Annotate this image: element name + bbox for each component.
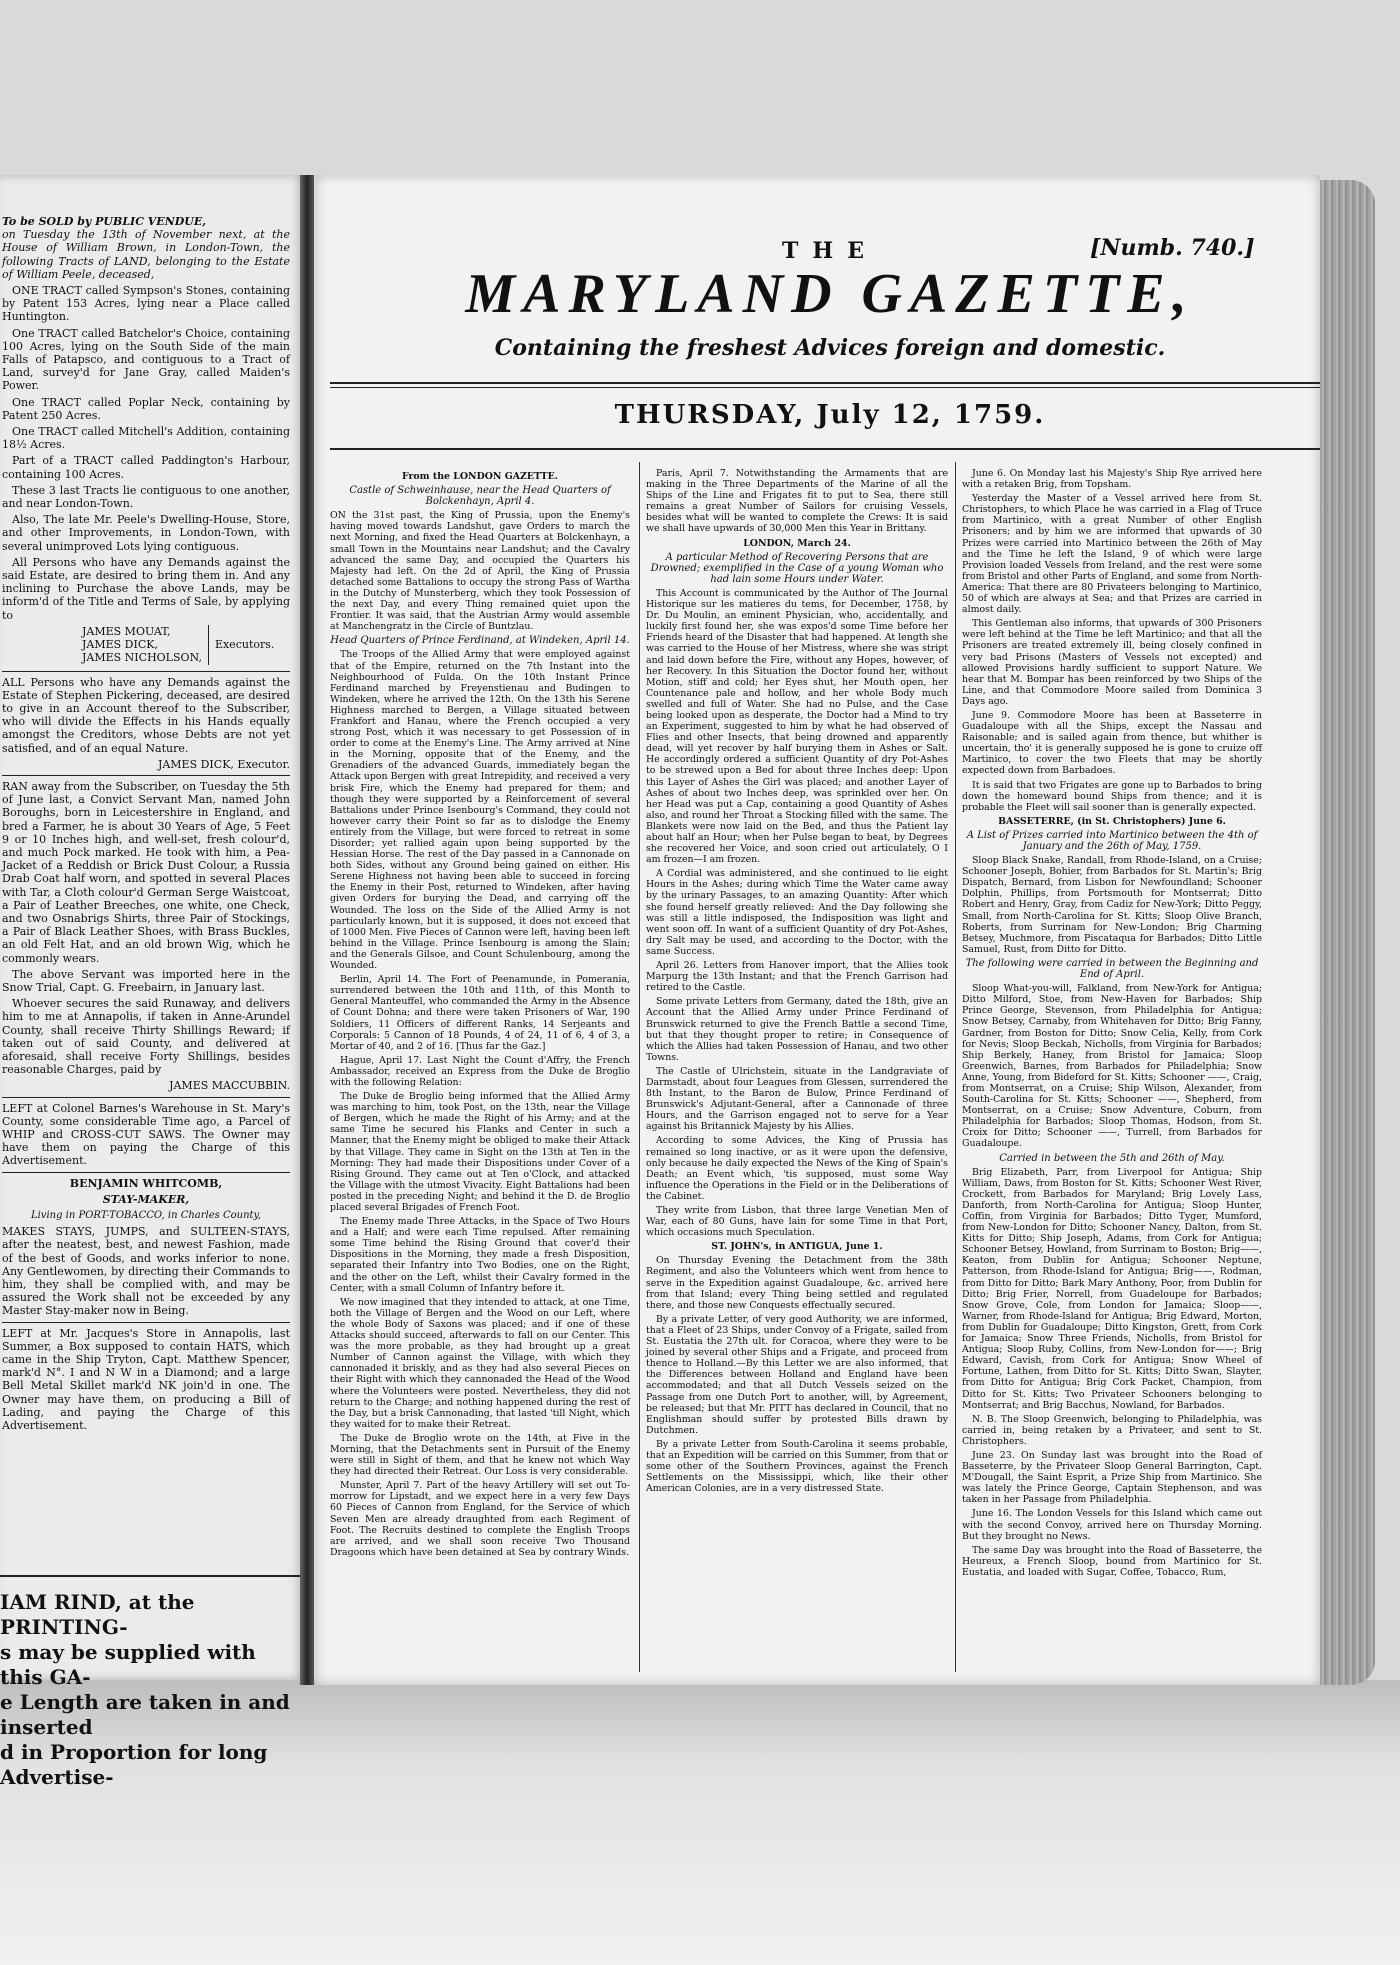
dateline: THURSDAY, July 12, 1759.: [614, 400, 1046, 430]
article-paragraph: Berlin, April 14. The Fort of Peenamunde, in Pomerania, surrendered between the 10th and 11th, of this Month to General Manteuffel, who commanded the Army in the Absence of Count Dohna; and there were taken Prisoners of War, 190 Soldiers, 11 Officers of different Ranks, 14 Serjeants and Corporals: 5 Cannon of 18 Pounds, 4 of 24, 11 of 6, 4 of 3, a Mortar of 40, and 2 of 16. [Thus far the Gaz.]: [330, 974, 630, 1052]
prize-list: Sloop What-you-will, Falkland, from New-York for Antigua; Ditto Milford, Stoe, from New-Haven for Barbados; Ship Prince George, Stevenson, from Philadelphia for Antigua; Snow Betsey, Carnaby, from Whitehaven for Ditto; Brig Fanny, Gardner, from Boston for Ditto; Snow Celia, Kelly, from Cork for Nevis; Sloop Beckah, Nicholls, from Virginia for Barbados; Ship Berkely, Haney, from Bristol for Jamaica; Sloop Greenwich, Barnes, from Barbados for Philadelphia; Snow Anne, Young, from Bideford for St. Kitts; Schooner ——, Craig, from Montserrat, on a Cruise; Ship Wilson, Alexander, from South-Carolina for St. Kitts; Schooner ——, Shepherd, from Montserrat, on a Cruise; Snow Adventure, Coburn, from Philadelphia for Barbados; Sloop Thomas, Hodson, from St. Croix for Ditto; Schooner ——, Turrell, from Barbados for Guadaloupe.: [962, 983, 1262, 1150]
divider: [2, 775, 290, 776]
staymaker-ad: MAKES STAYS, JUMPS, and SULTEEN-STAYS, after the neatest, best, and newest Fashion, made of the best of Goods, and works inferior to none. Any Gentlewomen, by directing their Commands to him, they shall be complied with, and may be assured the Work shall not be exceeded by any Master Stay-maker now in Being.: [2, 1225, 290, 1318]
dateline-place: Head Quarters of Prince Ferdinand, at Windeken, April 14.: [330, 635, 630, 647]
book-spine: [300, 175, 314, 1685]
article-paragraph: We now imagined that they intended to attack, at one Time, both the Village of Bergen and the Wood on our Left, where the whole Body of Saxons was placed; and if one of these Attacks should succeed, afterwards to fall on our Center. This was the more probable, as they had brought up a great Number of Cannon against the Village, with which they cannonaded it briskly, and as they had also several Pieces on their Right with which they cannonaded the Head of the Wood where the Volunteers were posted. Nevertheless, they did not return to the Charge; and nothing happened during the rest of the Day, but a brisk Cannonading, that lasted 'till Night, which they waited for to make their Retreat.: [330, 1296, 630, 1430]
vendue-demands: All Persons who have any Demands against the said Estate, are desired to bring them in. And any inclining to Purchase the above Lands, may be inform'd of the Title and Terms of Sale, by applying to: [2, 555, 290, 622]
vendue-tract-4: One TRACT called Mitchell's Addition, containing 18½ Acres.: [2, 425, 290, 452]
saws-notice: LEFT at Colonel Barnes's Warehouse in St. Mary's County, some considerable Time ago, a Parcel of WHIP and CROSS-CUT SAWS. The Owner may have them on paying the Charge of this Advertisement.: [2, 1101, 290, 1168]
vendue-tract-1: ONE TRACT called Sympson's Stones, containing by Patent 153 Acres, lying near a Place called Huntington.: [2, 284, 290, 324]
news-column-3: [962, 468, 1262, 1581]
news-column-1: [330, 468, 630, 1561]
article-paragraph: By a private Letter from South-Carolina it seems probable, that an Expedition will be carried on this Summer, from that or some other of the Southern Provinces, against the French Settlements on the Mississippi, which, like their other American Colonies, are in a very distressed State.: [646, 1438, 948, 1495]
divider: [0, 1575, 300, 1577]
dateline-rule: [330, 448, 1320, 450]
article-paragraph: N. B. The Sloop Greenwich, belonging to Philadelphia, was carried in, being retaken by a Privateer, and sent to St. Christophers.: [962, 1413, 1262, 1447]
london-heading: LONDON, March 24.: [743, 537, 851, 549]
vendue-tract-3: One TRACT called Poplar Neck, containing by Patent 250 Acres.: [2, 395, 290, 422]
article-paragraph: The Troops of the Allied Army that were employed against that of the Empire, returned on the 7th Instant into the Neighbourhood of Fulda. On the 10th Instant Prince Ferdinand marched by Freyenstienau and Budingen to Windeken, where he arrived the 12th. On the 13th his Serene Highness marched to Bergen, a Village situated between Frankfort and Hanau, where the French occupied a very strong Post, which it was necessary to get Possession of in order to come at the Enemy's Line. The Army arrived at Nine in the Morning, opposite that of the Enemy, and the Grenadiers of the advanced Guards, immediately began the Attack upon Bergen with great Intrepidity, and received a very brisk Fire, which the Enemy had prepared for them; and though they were supported by a Reinforcement of several Battalions under Prince Isenbourg's Command, they could not however carry their Point so far as to dislodge the Enemy entirely from the Village, but were forced to retreat in some Disorder; yet rallied again upon being supported by the Hessian Horse. The rest of the Day passed in a Cannonade on both Sides, without any Ground being gained on either. His Serene Highness not having been able to succeed in forcing the Enemy in their Post, returned to Windeken, after having given Orders for burying the Dead, and carrying off the Wounded. The loss on the Side of the Allied Army is not particularly known, but it is supposed, it does not exceed that of 1000 Men. Five Pieces of Cannon were left, having been left behind in the Village. Prince Isenbourg is among the Slain; and the Generals Gilsoe, and Count Schulenbourg, among the Wounded.: [330, 649, 630, 972]
article-paragraph: June 6. On Monday last his Majesty's Ship Rye arrived here with a retaken Brig, from Topsham.: [962, 468, 1262, 491]
article-paragraph: ON the 31st past, the King of Prussia, upon the Enemy's having moved towards Landshut, gave Orders to march the next Morning, and fixed the Head Quarters at Bolckenhayn, a small Town in the Mountains near Landshut; and the Cavalry advanced the same Day, and occupied the Quarters his Majesty had left. On the 2d of April, the King of Prussia detached some Battalions to occupy the strong Pass of Wartha in the Dutchy of Munsterberg, which they took Possession of the next Day, and every Thing remained quiet upon the Frontier. It was said, that the Austrian Army would assemble at Manchengratz in the Circle of Buntzlau.: [330, 510, 630, 633]
pickering-notice: ALL Persons who have any Demands against the Estate of Stephen Pickering, deceased, are desired to give in an Account thereof to the Subscriber, who will divide the Effects in his Hands equally amongst the Creditors, whose Debts are not yet satisfied, and of an equal Nature.: [2, 675, 290, 755]
source-heading: From the LONDON GAZETTE.: [402, 471, 558, 482]
article-paragraph: They write from Lisbon, that three large Venetian Men of War, each of 80 Guns, have lain for some Time in that Port, which occasions much Speculation.: [646, 1205, 948, 1239]
masthead-title: MARYLAND GAZETTE,: [465, 263, 1195, 325]
executor-name: JAMES DICK,: [82, 638, 158, 652]
pickering-signature: JAMES DICK, Executor.: [157, 757, 290, 771]
printer-line: IAM RIND, at the PRINTING-: [0, 1590, 195, 1639]
divider: [2, 1322, 290, 1323]
prize-list: Sloop Black Snake, Randall, from Rhode-Island, on a Cruise; Schooner Joseph, Bohier, from Barbados for St. Martin's; Brig Dispatch, Bernard, from Lisbon for Newfoundland; Schooner Dolphin, Phillips, from Portsmouth for Montserrat; Ditto Robert and Henry, Gray, from Cadiz for New-York; Ditto Peggy, Small, from North-Carolina for St. Kitts; Sloop Olive Branch, Roberts, from Surrinam for New-London; Brig Charming Betsey, Muchmore, from Piscataqua for Barbados; Ditto Little Samuel, Rust, from Ditto for Ditto.: [962, 855, 1262, 955]
runaway-import: The above Servant was imported here in the Snow Trial, Capt. G. Freebairn, in January last.: [2, 967, 290, 994]
article-paragraph: A Cordial was administered, and she continued to lie eight Hours in the Ashes; during which Time the Water came away by the urinary Passages, to an amazing Quantity: After which she found herself greatly relieved: And the Day following she was still a little indisposed, the Indisposition was light and went soon off. In want of a sufficient Quantity of dry Pot-Ashes, dry Salt may be used, and according to the Doctor, with the same Success.: [646, 868, 948, 957]
vendue-title: To be SOLD by PUBLIC VENDUE,: [2, 215, 207, 228]
prize-list-subtitle: Carried in between the 5th and 26th of May.: [999, 1152, 1225, 1164]
prize-list: Brig Elizabeth, Parr, from Liverpool for Antigua; Ship William, Daws, from Boston for St. Kitts; Schooner West River, Crockett, from Barbados for Maryland; Brig Lovely Lass, Danforth, from North-Carolina for Antigua; Sloop Hunter, Coffin, from Virginia for Barbados; Ditto Tyger, Mumford, from New-London for Ditto; Schooner Nancy, Dalton, from St. Kitts for Ditto; Ship Joseph, Adams, from Cork for Antigua; Schooner Betsey, Howland, from Surrinam to Boston; Brig——, Keaton, from Dublin for Antigua; Schooner Neptune, Patterson, from Rhode-Island for Antigua; Brig——, Rodman, from Ditto for Ditto; Bark Mary Anthony, Poor, from Dublin for Ditto; Brig Frier, Norrell, from Guadeloupe for Barbados; Snow Grove, Cole, from London for Jamaica; Sloop——, Warner, from Rhode-Island for Antigua; Brig Edward, Morton, from Dublin for Guadaloupe; Ditto Kingston, Grett, from Cork for Jamaica; Snow Three Friends, Nicholls, from Bristol for Antigua; Sloop Ruby, Collins, from New-London for——; Brig Edward, Cavish, from Cork for Antigua; Snow Wheel of Fortune, Lathen, from Ditto for St. Kitts; Ditto Swan, Slayter, from Ditto for Antigua; Brig Cork Packet, Champion, from Ditto for St. Kitts; Two Privateer Schooners belonging to Montserrat; and Brig Bacchus, Nowland, for Barbados.: [962, 1166, 1262, 1411]
printer-line: s may be supplied with this GA-: [0, 1640, 256, 1689]
antigua-heading: ST. JOHN's, in ANTIGUA, June 1.: [711, 1241, 883, 1253]
vendue-tract-2: One TRACT called Batchelor's Choice, containing 100 Acres, lying on the South Side of the main Falls of Patapsco, and contiguous to a Tract of Land, survey'd for Jane Gray, called Maiden's Power.: [2, 326, 290, 393]
column-rule: [639, 462, 640, 1672]
article-paragraph: By a private Letter, of very good Authority, we are informed, that a Fleet of 23 Ships, under Convoy of a Frigate, sailed from St. Eustatia the 27th ult. for Coracoa, where they were to be joined by several other Ships and a Frigate, and proceed from thence to Holland.—By this Letter we are also informed, that the Differences between Holland and England have been accommodated; and that all Dutch Vessels seized on the Passage from one Dutch Port to another, will, by Agreement, be released; but that Mr. PITT has declared in Council, that no Englishman should suffer by protested Bills drawn by Dutchmen.: [646, 1313, 948, 1436]
article-paragraph: The Enemy made Three Attacks, in the Space of Two Hours and a Half; and were each Time repulsed. After remaining some Time behind the Rising Ground that cover'd their Dispositions in the Morning, they made a fresh Disposition, separated their Infantry into Two Bodies, one on the Right, and the other on the Left, whilst their Cavalry formed in the Center, with a small Column of Infantry before it.: [330, 1216, 630, 1294]
masthead-the: THE: [782, 238, 878, 264]
article-paragraph: April 26. Letters from Hanover import, that the Allies took Marpurg the 13th Instant; and that the French Garrison had retired to the Castle.: [646, 960, 948, 994]
left-column: [2, 215, 290, 1435]
executors-label: Executors.: [214, 638, 275, 652]
runaway-reward: Whoever secures the said Runaway, and delivers him to me at Annapolis, if taken in Anne-Arundel County, shall receive Thirty Shillings Reward; if taken out of said County, and delivered at aforesaid, shall receive Forty Shillings, besides reasonable Charges, paid by: [2, 997, 290, 1077]
runaway-signature: JAMES MACCUBBIN.: [169, 1079, 290, 1093]
dateline-place: Castle of Schweinhause, near the Head Quarters of Bolckenhayn, April 4.: [349, 485, 611, 508]
article-paragraph: Hague, April 17. Last Night the Count d'Affry, the French Ambassador, received an Express from the Duke de Broglio with the following Relation:: [330, 1054, 630, 1088]
article-paragraph: Munster, April 7. Part of the heavy Artillery will set out To-morrow for Lipstadt, and we expect here in a very few Days 60 Pieces of Cannon from England, for the Service of which Seven Men are already draughted from each Regiment of Foot. The Recruits destined to complete the English Troops are arrived, and we shall soon receive Two Thousand Dragoons which have been detained at Sea by contrary Winds.: [330, 1480, 630, 1558]
article-paragraph: The Castle of Ulrichstein, situate in the Landgraviate of Darmstadt, about four Leagues from Glessen, surrendered the 8th Instant, to the Baron de Bulow, Prince Ferdinand of Brunswick's Adjutant-General, after a Cannonade of three Hours, and the Garrison engaged not to serve for a Year against his Britannick Majesty by his Allies.: [646, 1065, 948, 1133]
article-paragraph: June 23. On Sunday last was brought into the Road of Basseterre, by the Privateer Sloop General Barrington, Capt. M'Dougall, the Saint Esprit, a Prize Ship from Martinico. She was lately the Prince George, Captain Stephenson, and was taken in her Passage from Philadelphia.: [962, 1449, 1262, 1506]
executor-name: JAMES MOUAT,: [82, 624, 171, 638]
staymaker-title: STAY-MAKER,: [102, 1192, 190, 1206]
executors-block: [82, 625, 290, 665]
article-paragraph: Some private Letters from Germany, dated the 18th, give an Account that the Allied Army under Prince Ferdinand of Brunswick returned to give the French Battle a second Time, but that they thought proper to retire; in Consequence of which the Allies had taken Possession of Hanau, and two other Towns.: [646, 996, 948, 1063]
basseterre-heading: BASSETERRE, (in St. Christophers) June 6.: [998, 815, 1226, 827]
article-paragraph: Paris, April 7. Notwithstanding the Armaments that are making in the Three Departments of the Marine of all the Ships of the Line and Frigates fit to put to Sea, there still remains a great Number of Sailors for cruising Vessels, besides what will be wanted to complete the Crews: It is said we shall have upwards of 30,000 Men this Year in Brittany.: [646, 468, 948, 535]
printer-line: e Length are taken in and inserted: [0, 1690, 290, 1739]
article-subtitle: A particular Method of Recovering Persons that are Drowned; exemplified in the Case of a young Woman who had lain some Hours under Water.: [650, 551, 944, 585]
article-paragraph: The same Day was brought into the Road of Basseterre, the Heureux, a French Sloop, bound from Martinico for St. Eustatia, and loaded with Sugar, Coffee, Tobacco, Rum,: [962, 1544, 1262, 1578]
divider: [2, 1172, 290, 1173]
article-paragraph: This Gentleman also informs, that upwards of 300 Prisoners were left behind at the Time he left Martinico; and that all the Prisoners are treated extremely ill, being closely confined in very bad Prisons (Masters of Vessels not excepted) and allowed Provisions hardly sufficient to support Nature. We hear that M. Bompar has been reinforced by two Ships of the Line, and that Commodore Moore sailed from Dominica 3 Days ago.: [962, 618, 1262, 707]
executor-name: JAMES NICHOLSON,: [82, 651, 202, 665]
staymaker-location: Living in PORT-TOBACCO, in Charles County,: [30, 1210, 262, 1222]
prize-list-subtitle: The following were carried in between the Beginning and End of April.: [965, 957, 1259, 981]
news-column-2: [646, 468, 948, 1497]
issue-number: [Numb. 740.]: [1090, 235, 1255, 261]
vendue-tract-5: Part of a TRACT called Paddington's Harbour, containing 100 Acres.: [2, 454, 290, 481]
printer-line: d in Proportion for long Advertise-: [0, 1740, 268, 1789]
article-paragraph: June 9. Commodore Moore has been at Basseterre in Guadaloupe with all the Ships, except the Nassau and Raisonable; and is sailed again from thence, but whither is uncertain, tho' it is generally supposed he is gone to cruize off Martinico, to cover the two Fleets that may be shortly expected down from Barbadoes.: [962, 709, 1262, 777]
divider: [2, 1097, 290, 1098]
article-paragraph: The Duke de Broglio being informed that the Allied Army was marching to him, took Post, on the 13th, near the Village of Bergen, which he made the Right of his Army; and at the same Time he secured his Flanks and Center in such a Manner, that the Enemy might be obliged to make their Attack by that Village. They came in Sight on the 13th at Ten in the Morning: They had made their Dispositions under Cover of a Rising Ground. They came out at Ten o'Clock, and attacked the Village with the utmost Vivacity. Eight Battalions had been posted in the preceding Night; and behind it the D. de Broglio placed several Brigades of French Foot.: [330, 1091, 630, 1213]
article-paragraph: This Account is communicated by the Author of The Journal Historique sur les matieres du tems, for December, 1758, by Dr. Du Moulin, an eminent Physician, who, accidentally, and luckily first found her, she was expos'd some Time before her Friends heard of the Disaster that had happened. At length she was carried to the House of her Mistress, where she was stript and laid down before the Fire, without any Hopes, however, of her Recovery. In this Situation the Doctor found her, without Motion, stiff and cold; her Eyes shut, her Mouth open, her Countenance pale and hollow, and her whole Body much swelled and full of Water. She had no Pulse, and the Case being looked upon as desperate, the Doctor had a Mind to try an Experiment, suggested to him by what he had observed of Flies and other Insects, that being drowned and apparently dead, will yet recover by half burying them in Ashes or Salt. He accordingly ordered a sufficient Quantity of dry Pot-Ashes to be strewed upon a Bed for about three Inches deep: Upon this Layer of Ashes the Girl was placed; and another Layer of Ashes of about two Inches deep, was sprinkled over her. On her Head was put a Cap, containing a good Quantity of Ashes also, and round her Throat a Stocking filled with the same. The Blankets were now laid on the Bed, and thus the Patient lay about half an Hour; when her Pulse began to beat, by Degrees she recovered her Voice, and soon cried out articulately, O I am frozen—I am frozen.: [646, 587, 948, 866]
article-paragraph: According to some Advices, the King of Prussia has remained so long inactive, or as it were upon the defensive, only because he daily expected the News of the King of Spain's Death; an Event which, 'tis supposed, must some Way influence the Operations in the Field or in the Deliberations of the Cabinet.: [646, 1135, 948, 1202]
article-paragraph: The Duke de Broglio wrote on the 14th, at Five in the Morning, that the Detachments sent in Pursuit of the Enemy were still in Sight of them, and that he knew not which Way they had directed their Retreat. Our Loss is very considerable.: [330, 1432, 630, 1478]
staymaker-name: BENJAMIN WHITCOMB,: [69, 1176, 223, 1190]
article-paragraph: On Thursday Evening the Detachment from the 38th Regiment, and also the Volunteers which went from hence to serve in the Expedition against Guadaloupe, &c. arrived here from that Island; every Thing being settled and regulated there, and those new Conquests effectually secured.: [646, 1255, 948, 1311]
divider: [2, 671, 290, 672]
masthead-rule: [330, 382, 1320, 384]
vendue-intro: on Tuesday the 13th of November next, at the House of William Brown, in London-Town, the following Tracts of LAND, belonging to the Estate of William Peele, deceased,: [2, 228, 290, 281]
hats-notice: LEFT at Mr. Jacques's Store in Annapolis, last Summer, a Box supposed to contain HATS, which came in the Ship Tryton, Capt. Matthew Spencer, mark'd N°. I and N W in a Diamond; and a large Bell Metal Skillet mark'd NK join'd in one. The Owner may have them, on producing a Bill of Lading, and paying the Charge of this Advertisement.: [2, 1326, 290, 1433]
prize-list-subtitle: A List of Prizes carried into Martinico between the 4th of January and the 26th of May, 1759.: [966, 829, 1258, 852]
article-paragraph: June 16. The London Vessels for this Island which came out with the second Convoy, arrived here on Thursday Morning. But they brought no News.: [962, 1508, 1262, 1542]
printer-notice: [0, 1590, 300, 1790]
column-rule: [955, 462, 956, 1672]
vendue-house: Also, The late Mr. Peele's Dwelling-House, Store, and other Improvements, in London-Town, with several unimproved Lots lying contiguous.: [2, 513, 290, 553]
masthead-subtitle: Containing the freshest Advices foreign and domestic.: [494, 335, 1166, 361]
runaway-notice: RAN away from the Subscriber, on Tuesday the 5th of June last, a Convict Servant Man, named John Boroughs, born in Leicestershire in England, and bred a Farmer, he is about 30 Years of Age, 5 Feet 9 or 10 Inches high, and well-set, fresh colour'd, and much Pock marked. He took with him, a Pea-Jacket of a Reddish or Brick Dust Colour, a Russia Drab Coat half worn, and spotted in several Places with Tar, a Cloth colour'd German Serge Waistcoat, a Pair of Leather Breeches, one white, one Check, and two Osnabrigs Shirts, three Pair of Stockings, a Pair of Black Leather Shoes, with Brass Buckles, an old Felt Hat, and an old brown Wig, which he commonly wears.: [2, 779, 290, 965]
article-paragraph: Yesterday the Master of a Vessel arrived here from St. Christophers, to which Place he was carried in a Flag of Truce from Martinico, with a great Number of other English Prisoners; and by him we are informed that upwards of 30 Prizes were carried into Martinico between the 26th of May and the Time he left the Island, 9 of which were large Provision loaded Vessels from Ireland, and the rest were some from Bristol and other Parts of England, and some from North-America: That there are 80 Privateers belonging to Martinico, 50 of which are always at Sea; and that Prizes are carried in almost daily.: [962, 493, 1262, 616]
vendue-note: These 3 last Tracts lie contiguous to one another, and near London-Town.: [2, 483, 290, 511]
left-page: [0, 175, 305, 1680]
article-paragraph: It is said that two Frigates are gone up to Barbados to bring down the homeward bound Ships from thence; and it is probable the Fleet will sail sooner than is generally expected.: [962, 779, 1262, 813]
masthead-rule: [330, 387, 1320, 388]
